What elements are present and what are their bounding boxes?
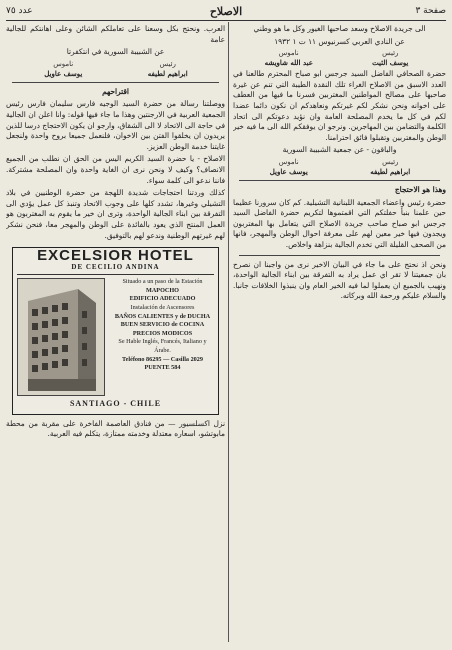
ad-line: Teléfono 86295 — Casilla 2029 <box>122 355 203 363</box>
issue-number: عدد ٧٥ <box>6 6 33 16</box>
right-column <box>233 24 446 644</box>
sig-name: عبد الله شاويشه <box>264 58 313 68</box>
ad-line: BAÑOS CALIENTES y de DUCHA <box>114 312 211 320</box>
ad-line: MAPOCHO <box>146 286 179 294</box>
ad-line: Instalación de Ascensores <box>130 304 195 312</box>
column-divider <box>228 22 229 642</box>
article-paragraph: العرب. ونحتج بكل وسعنا على تعاملكم الشائن وعلى اهانتكم للجالية عامة <box>6 24 225 44</box>
sig-name: يوسف عاويل <box>44 68 83 78</box>
ad-line: EDIFICIO ADECUADO <box>129 295 196 303</box>
masthead: الاصلاح <box>209 4 243 18</box>
signature-block-1 <box>241 49 438 67</box>
page-header <box>6 3 446 19</box>
sig-role: ناموس <box>278 157 299 166</box>
page-number: صفحة ٣ <box>415 6 446 16</box>
left-column <box>6 24 225 644</box>
article-paragraph: ونحن اذ نحتج على ما جاء في البيان الاخير نرى من واجبنا ان نصرح بان جمعيتنا لا تقر اي عمل يراد به التفرقة بين ابناء الجالية الواحدة، ونهيب بالجميع ان يعملوا لما فيه الخير العام وان ينبذوا الخلافات جانبا. والسلام عليكم ورحمة الله وبركاته. <box>233 259 446 301</box>
hotel-building-image <box>17 278 105 396</box>
source-line: عن الشبيبة السورية في انتكفرتا <box>66 47 165 57</box>
source-line: عن النادي العربي كسرنيوس ١١ ت ١ ١٩٣٢ <box>274 36 405 46</box>
signature-block-2 <box>241 158 438 176</box>
sig-name: يوسف الثيت <box>372 58 409 68</box>
intro-line: الى جريدة الاصلاح وسعد صاحبها الغيور وكل ما هو وطني <box>253 24 426 33</box>
ad-details <box>111 278 214 396</box>
ad-line: BUEN SERVICIO de COCINA <box>120 321 205 329</box>
hotel-advertisement <box>12 247 219 415</box>
article-paragraph: الاصلاح - يا حضرة السيد الكريم اليس من الحق ان نطلب من الجميع الانصاف؟ وكيف لا ونحن نرى ان الغاية واحدة وان المصلحة مشتركة. فاننا ندعو الى كلمة سواء. <box>6 154 225 185</box>
sig-role: رئيس <box>382 49 399 58</box>
ad-hotel-name: EXCELSIOR HOTEL <box>37 247 194 265</box>
ad-owner: DE CECILIO ANDINA <box>17 262 214 276</box>
ad-line: Situado a un paso de la Estación <box>122 278 203 286</box>
sig-name: ابراهيم لطيفه <box>147 68 188 78</box>
article-paragraph: نزل اكسلسيور — من فنادق العاصمة الفاخرة على مقربة من محطة مابوتشو، اسعاره معتدلة وخدمته ممتازة، يتكلم فيه العربية. <box>6 418 225 439</box>
sig-role: رئيس <box>159 59 176 68</box>
ad-line: PRECIOS MODICOS <box>132 329 193 337</box>
sig-role: ناموس <box>278 49 299 58</box>
sig-name: يوسف عاويل <box>269 166 308 176</box>
section-heading: اقتراحهم <box>102 86 129 96</box>
ad-body <box>17 278 214 396</box>
sig-name: ابراهيم لطيفه <box>370 166 411 176</box>
header-rule <box>6 20 446 21</box>
section-heading: وهذا هو الاحتجاج <box>394 184 446 194</box>
signature-block-3 <box>14 60 217 78</box>
ad-line: Se Hable Inglés, Francés, Italiano y Árabe. <box>118 338 207 355</box>
sig-role: ناموس <box>53 59 74 68</box>
ad-line: PUENTE 584 <box>144 364 181 372</box>
article-paragraph: ووصلتنا رسالة من حضرة السيد الوجيه فارس سليمان فارس رئيس الجمعية العربية في الارجنتين وهذا ما جاء فيها قوله: وانا اعلن ان الجالية في حاجة الى الاتحاد لا الى الشقاق، وارجو ان يكون الاحتجاج درسا للذين يريدون ان يخلقوا الفتن بين الاخوان، فلنعمل جميعا بروح واحدة ولنجعل غايتنا خدمة الوطن العزيز. <box>6 99 225 151</box>
article-paragraph: كذلك وردتنا احتجاجات شديدة اللهجة من حضرة الوطنيين في بلاد التشيلي وغيرها، تشدد كلها على وجوب الاتحاد وتنبذ كل عمل يؤدي الى التفرقة بين ابناء الجالية الواحدة، وترى ان خير ما يقوم به المغتربون هو العمل المنتج الذي يعود بالفائدة على الوطن والمهجر معا، فنحن نشكر لهم غيرتهم الوطنية وندعو لهم بالتوفيق. <box>6 188 225 240</box>
section-rule <box>12 82 219 83</box>
sig-role: رئيس <box>382 157 399 166</box>
section-rule <box>239 255 440 256</box>
ad-city: SANTIAGO - CHILE <box>69 399 162 409</box>
section-rule <box>239 180 440 181</box>
article-paragraph: حضرة الصحافي الفاضل السيد جرجس ابو صباح المحترم طالعنا في العدد الاسبق من الاصلاح الغراء تلك النقدة الطيبة التي تنم عن غيرة صاحبها على مصالح المواطنين المغتربين فسرنا ما فيها من العطف على اخوانه ونحن نشكر لكم غيرتكم ونعاهدكم ان نكون دائما عضدا لكم في كل ما يخدم المصلحة العامة وان نؤيد دعوتكم الى اتحاد الكلمة والتضامن بين المهاجرين. ونرجو ان يوفقكم الله الى ما فيه خير الوطن والمغتربين وتقبلوا فائق احترامنا. <box>233 69 446 142</box>
article-paragraph: والباقون - عن جمعية الشبيبة السورية <box>282 145 397 155</box>
article-paragraph: حضرة رئيس واعضاء الجمعية اللبنانية التشيلية. كم كان سرورنا عظيما حين علمنا بنبأ حفلتكم التي اقمتموها لتكريم حضرة الفاضل السيد جرجس ابو صباح صاحب جريدة الاصلاح التي يتعامل بها المغتربون ويجدون فيها خير معين لهم على معرفة احوال الوطن والمهجر، فانها من الصحف القليلة التي تخدم الجالية بنزاهة واخلاص. <box>233 197 446 249</box>
